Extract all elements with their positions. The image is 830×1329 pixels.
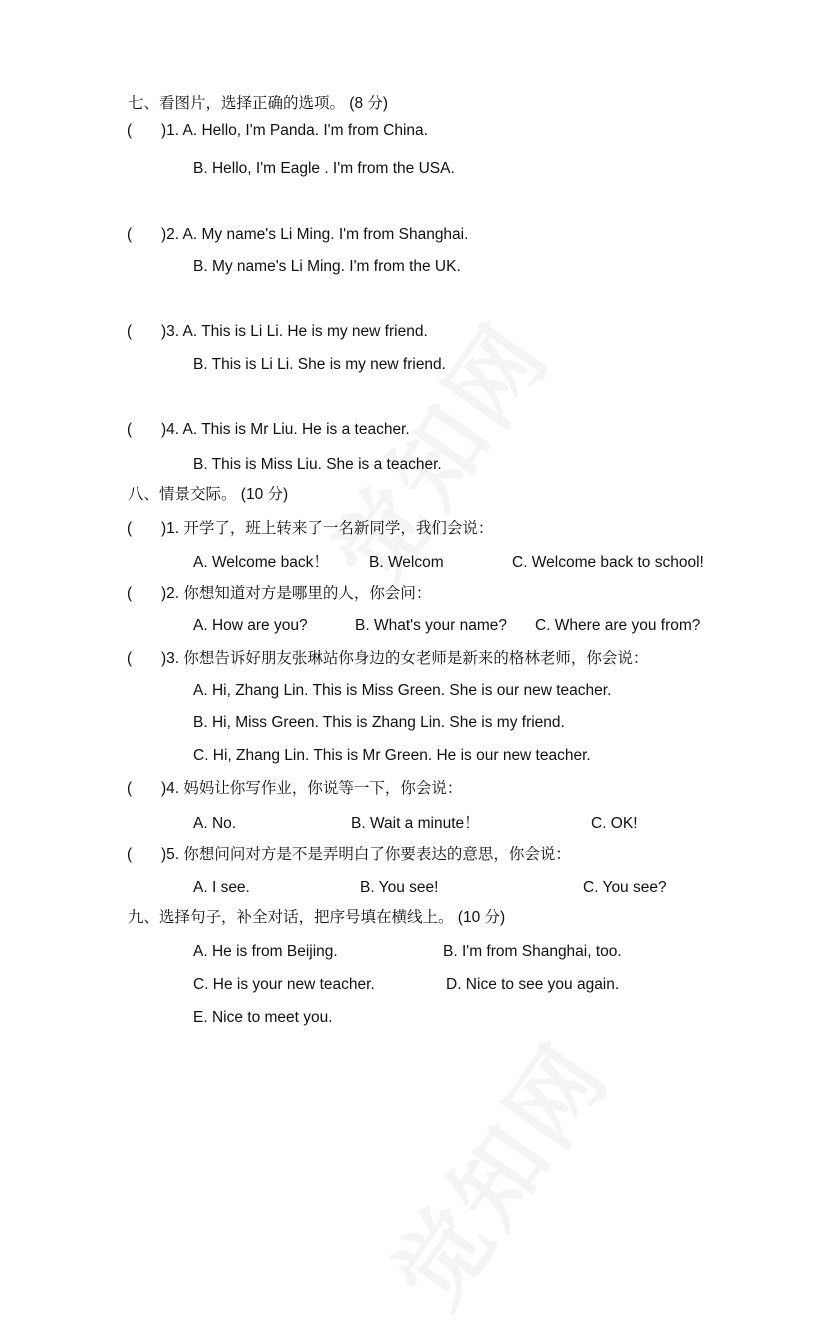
s9-option-d: D. Nice to see you again. (446, 976, 620, 993)
s8-q3-option-b: B. Hi, Miss Green. This is Zhang Lin. She is my friend. (193, 714, 565, 731)
answer-paren: ( (127, 122, 133, 139)
answer-paren: ( (127, 421, 133, 438)
s8-q5-prompt: )5. 你想问问对方是不是弄明白了你要表达的意思，你会说： (161, 846, 571, 863)
s8-q5-option-a: A. I see. (193, 879, 250, 896)
s7-q1-option-b: B. Hello, I'm Eagle . I'm from the USA. (193, 160, 455, 177)
s8-q3-option-c: C. Hi, Zhang Lin. This is Mr Green. He is our new teacher. (193, 747, 591, 764)
answer-paren: ( (127, 780, 133, 797)
answer-paren: ( (127, 585, 133, 602)
s8-q5-option-b: B. You see! (360, 879, 439, 896)
answer-paren: ( (127, 323, 133, 340)
s7-q4-option-b: B. This is Miss Liu. She is a teacher. (193, 456, 442, 473)
answer-paren: ( (127, 650, 133, 667)
s7-q4-option-a: )4. A. This is Mr Liu. He is a teacher. (161, 421, 410, 438)
s8-q1-option-c: C. Welcome back to school! (512, 554, 704, 571)
section-9-heading: 九、选择句子，补全对话，把序号填在横线上。 (10 分) (128, 909, 506, 926)
s8-q4-option-a: A. No. (193, 815, 237, 832)
section-7-heading: 七、看图片，选择正确的选项。 (8 分) (128, 95, 389, 112)
s8-q1-option-b: B. Welcom (369, 554, 444, 571)
s9-option-a: A. He is from Beijing. (193, 943, 338, 960)
s7-q2-option-b: B. My name's Li Ming. I'm from the UK. (193, 258, 461, 275)
s9-option-c: C. He is your new teacher. (193, 976, 375, 993)
s8-q2-prompt: )2. 你想知道对方是哪里的人，你会问： (161, 585, 432, 602)
s9-option-e: E. Nice to meet you. (193, 1009, 333, 1026)
answer-paren: ( (127, 520, 133, 537)
s8-q2-option-b: B. What's your name? (355, 617, 507, 634)
s8-q5-option-c: C. You see? (583, 879, 667, 896)
s7-q3-option-b: B. This is Li Li. She is my new friend. (193, 356, 446, 373)
s7-q3-option-a: )3. A. This is Li Li. He is my new friend. (161, 323, 428, 340)
s8-q4-option-c: C. OK! (591, 815, 638, 832)
section-8-heading: 八、情景交际。 (10 分) (128, 486, 289, 503)
s7-q1-option-a: )1. A. Hello, I'm Panda. I'm from China. (161, 122, 428, 139)
s8-q4-prompt: )4. 妈妈让你写作业，你说等一下，你会说： (161, 780, 463, 797)
s7-q2-option-a: )2. A. My name's Li Ming. I'm from Shanghai. (161, 226, 469, 243)
s8-q2-option-a: A. How are you? (193, 617, 308, 634)
s8-q1-prompt: )1. 开学了，班上转来了一名新同学，我们会说： (161, 520, 494, 537)
s8-q3-option-a: A. Hi, Zhang Lin. This is Miss Green. She is our new teacher. (193, 682, 612, 699)
watermark-bottom (358, 958, 663, 1322)
answer-paren: ( (127, 226, 133, 243)
s8-q3-prompt: )3. 你想告诉好朋友张琳站你身边的女老师是新来的格林老师，你会说： (161, 650, 649, 667)
s8-q1-option-a: A. Welcome back！ (193, 554, 329, 571)
s8-q2-option-c: C. Where are you from? (535, 617, 701, 634)
s9-option-b: B. I'm from Shanghai, too. (443, 943, 622, 960)
s8-q4-option-b: B. Wait a minute！ (351, 815, 480, 832)
answer-paren: ( (127, 846, 133, 863)
